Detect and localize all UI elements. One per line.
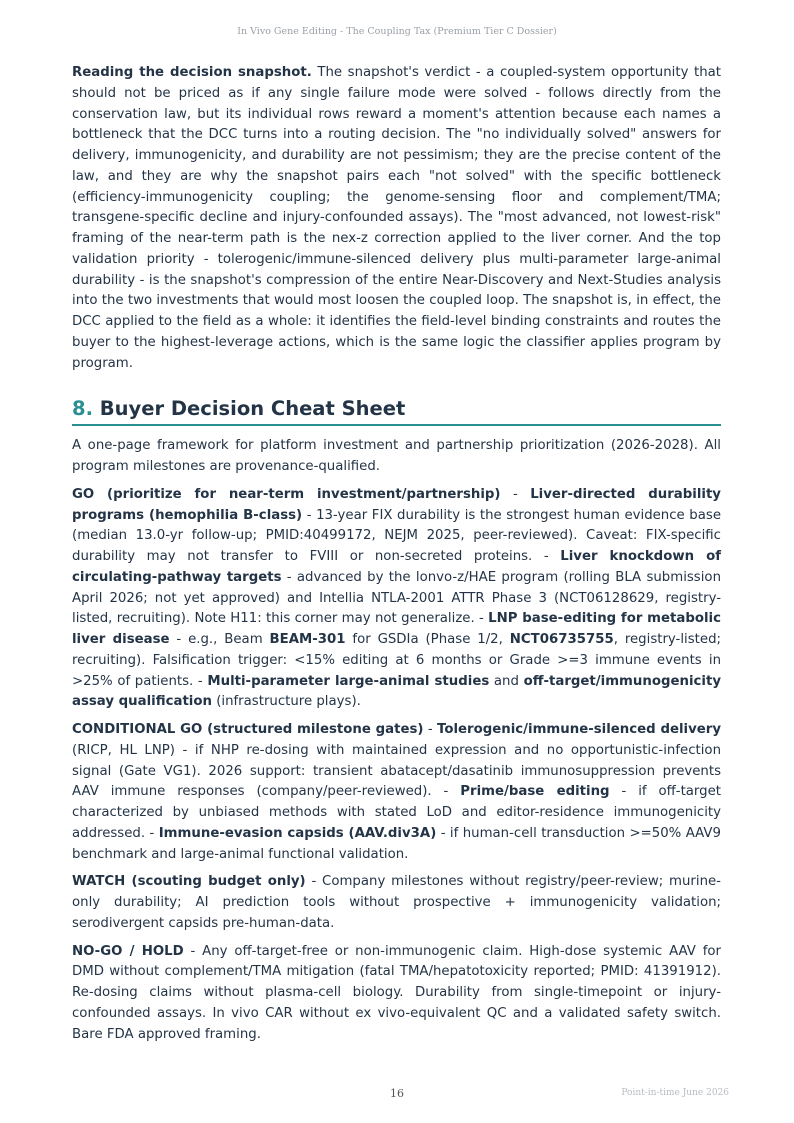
go-text-3: - advanced by the lonvo-z/HAE program (rolling BLA submission April 2026; not yet approved) and Intellia NTLA-2001 ATTR Phase 3 (NCT06128629, registry-listed, recruiting). Note H11: this corner may not generalize. - — [72, 569, 721, 627]
go-item-lnp-base-editing: LNP base-editing for metabolic liver disease — [72, 611, 721, 647]
go-text-4: - e.g., Beam — [169, 632, 270, 647]
go-text-7: and — [489, 673, 524, 689]
watch-paragraph — [72, 872, 721, 934]
conditional-text-1: - — [423, 722, 438, 737]
go-item-liver-durability: Liver-directed durability programs (hemophilia B-class) — [72, 486, 721, 523]
snapshot-paragraph — [72, 63, 721, 374]
running-header: In Vivo Gene Editing - The Coupling Tax (Premium Tier C Dossier) — [237, 26, 557, 37]
footer-note: Point-in-time June 2026 — [621, 1088, 729, 1098]
go-nct-id: NCT06735755 — [509, 632, 614, 647]
section-title: Buyer Decision Cheat Sheet — [99, 397, 406, 421]
go-item-liver-knockdown: Liver knockdown of circulating-pathway targets — [72, 549, 721, 585]
conditional-item-prime-base: Prime/base editing — [460, 784, 610, 800]
nogo-label: NO-GO / HOLD — [72, 943, 184, 959]
go-item-large-animal: Multi-parameter large-animal studies — [207, 673, 490, 689]
conditional-text-3: - if off-target characterized by unbiased methods with stated LoD and editor-residence immunogenicity addressed. - — [72, 784, 722, 841]
nogo-text: - Any off-target-free or non-immunogenic claim. High-dose systemic AAV for DMD without complement/TMA mitigation (fatal TMA/hepatotoxicity reported; PMID: 41391912). Re-dosing claims without plasma-cell biology. Durability from single-timepoint or injury-confounded assays. In vivo CAR without ex vivo-equivalent QC and a validated safety switch. Bare FDA approved framing. — [72, 943, 721, 1042]
watch-text: - Company milestones without registry/peer-review; murine-only durability; AI prediction tools without prospective + immunogenicity validation; serodivergent capsids pre-human-data. — [72, 874, 721, 931]
section-intro: A one-page framework for platform investment and partnership prioritization (2026-2028). All program milestones are provenance-qualified. — [72, 438, 721, 474]
section-heading — [72, 396, 721, 426]
conditional-item-tolerogenic: Tolerogenic/immune-silenced delivery — [437, 722, 722, 737]
snapshot-lead: Reading the decision snapshot. — [72, 65, 312, 80]
watch-label: WATCH (scouting budget only) — [72, 874, 306, 890]
go-text-5: for GSDIa (Phase 1/2, — [345, 632, 510, 647]
go-text-8: (infrastructure plays). — [211, 694, 361, 710]
conditional-text-4: - if human-cell transduction >=50% AAV9 benchmark and large-animal functional validation. — [72, 825, 721, 862]
page-number: 16 — [390, 1087, 404, 1100]
nogo-paragraph — [72, 942, 721, 1046]
go-text-1: - — [500, 486, 531, 502]
conditional-label: CONDITIONAL GO (structured milestone gates) — [72, 722, 424, 737]
conditional-text-2: (RICP, HL LNP) - if NHP re-dosing with maintained expression and no opportunistic-infection signal (Gate VG1). 2026 support: transient abatacept/dasatinib immunosuppression prevents AAV immune responses (company/peer-reviewed). - — [72, 742, 721, 800]
conditional-item-capsids: Immune-evasion capsids (AAV.div3A) — [158, 825, 437, 841]
go-text-6: , registry-listed; recruiting). Falsification trigger: <15% editing at 6 months or Grade >=3 immune events in >25% of patients. - — [72, 632, 721, 689]
go-item-assay-qualification: off-target/immunogenicity assay qualification — [72, 673, 721, 710]
go-label: GO (prioritize for near-term investment/partnership) — [72, 486, 501, 502]
go-beam-301: BEAM-301 — [269, 632, 346, 647]
section-number: 8. — [72, 397, 93, 421]
go-text-2: - 13-year FIX durability is the strongest human evidence base (median 13.0-yr follow-up; PMID:40499172, NEJM 2025, peer-reviewed). Caveat: FIX-specific durability may not transfer to FVIII or non-secreted proteins. - — [72, 507, 721, 564]
snapshot-body: The snapshot's verdict - a coupled-system opportunity that should not be priced as if any single failure mode were solved - follows directly from the conservation law, but its individual rows reward a moment's attention because each names a bottleneck that the DCC turns into a routing decision. The "no individually solved" answers for delivery, immunogenicity, and durability are not pessimism; they are the precise content of the law, and they are why the snapshot pairs each "not solved" with the specific bottleneck (efficiency-immunogenicity coupling; the genome-sensing floor and complement/TMA; transgene-specific decline and injury-confounded assays). The "most advanced, not lowest-risk" framing of the near-term path is the nex-z correction applied to the liver corner. And the top validation priority - tolerogenic/immune-silenced delivery plus multi-parameter large-animal durability - is the snapshot's compression of the entire Near-Discovery and Next-Studies analysis into the two investments that would most loosen the coupled loop. The snapshot is, in effect, the DCC applied to the field as a whole: it identifies the field-level binding constraints and routes the buyer to the highest-leverage actions, which is the same logic the classifier applies program by program. — [72, 65, 721, 371]
conditional-paragraph — [72, 720, 721, 865]
page-content — [72, 63, 721, 1052]
go-paragraph — [72, 485, 721, 713]
